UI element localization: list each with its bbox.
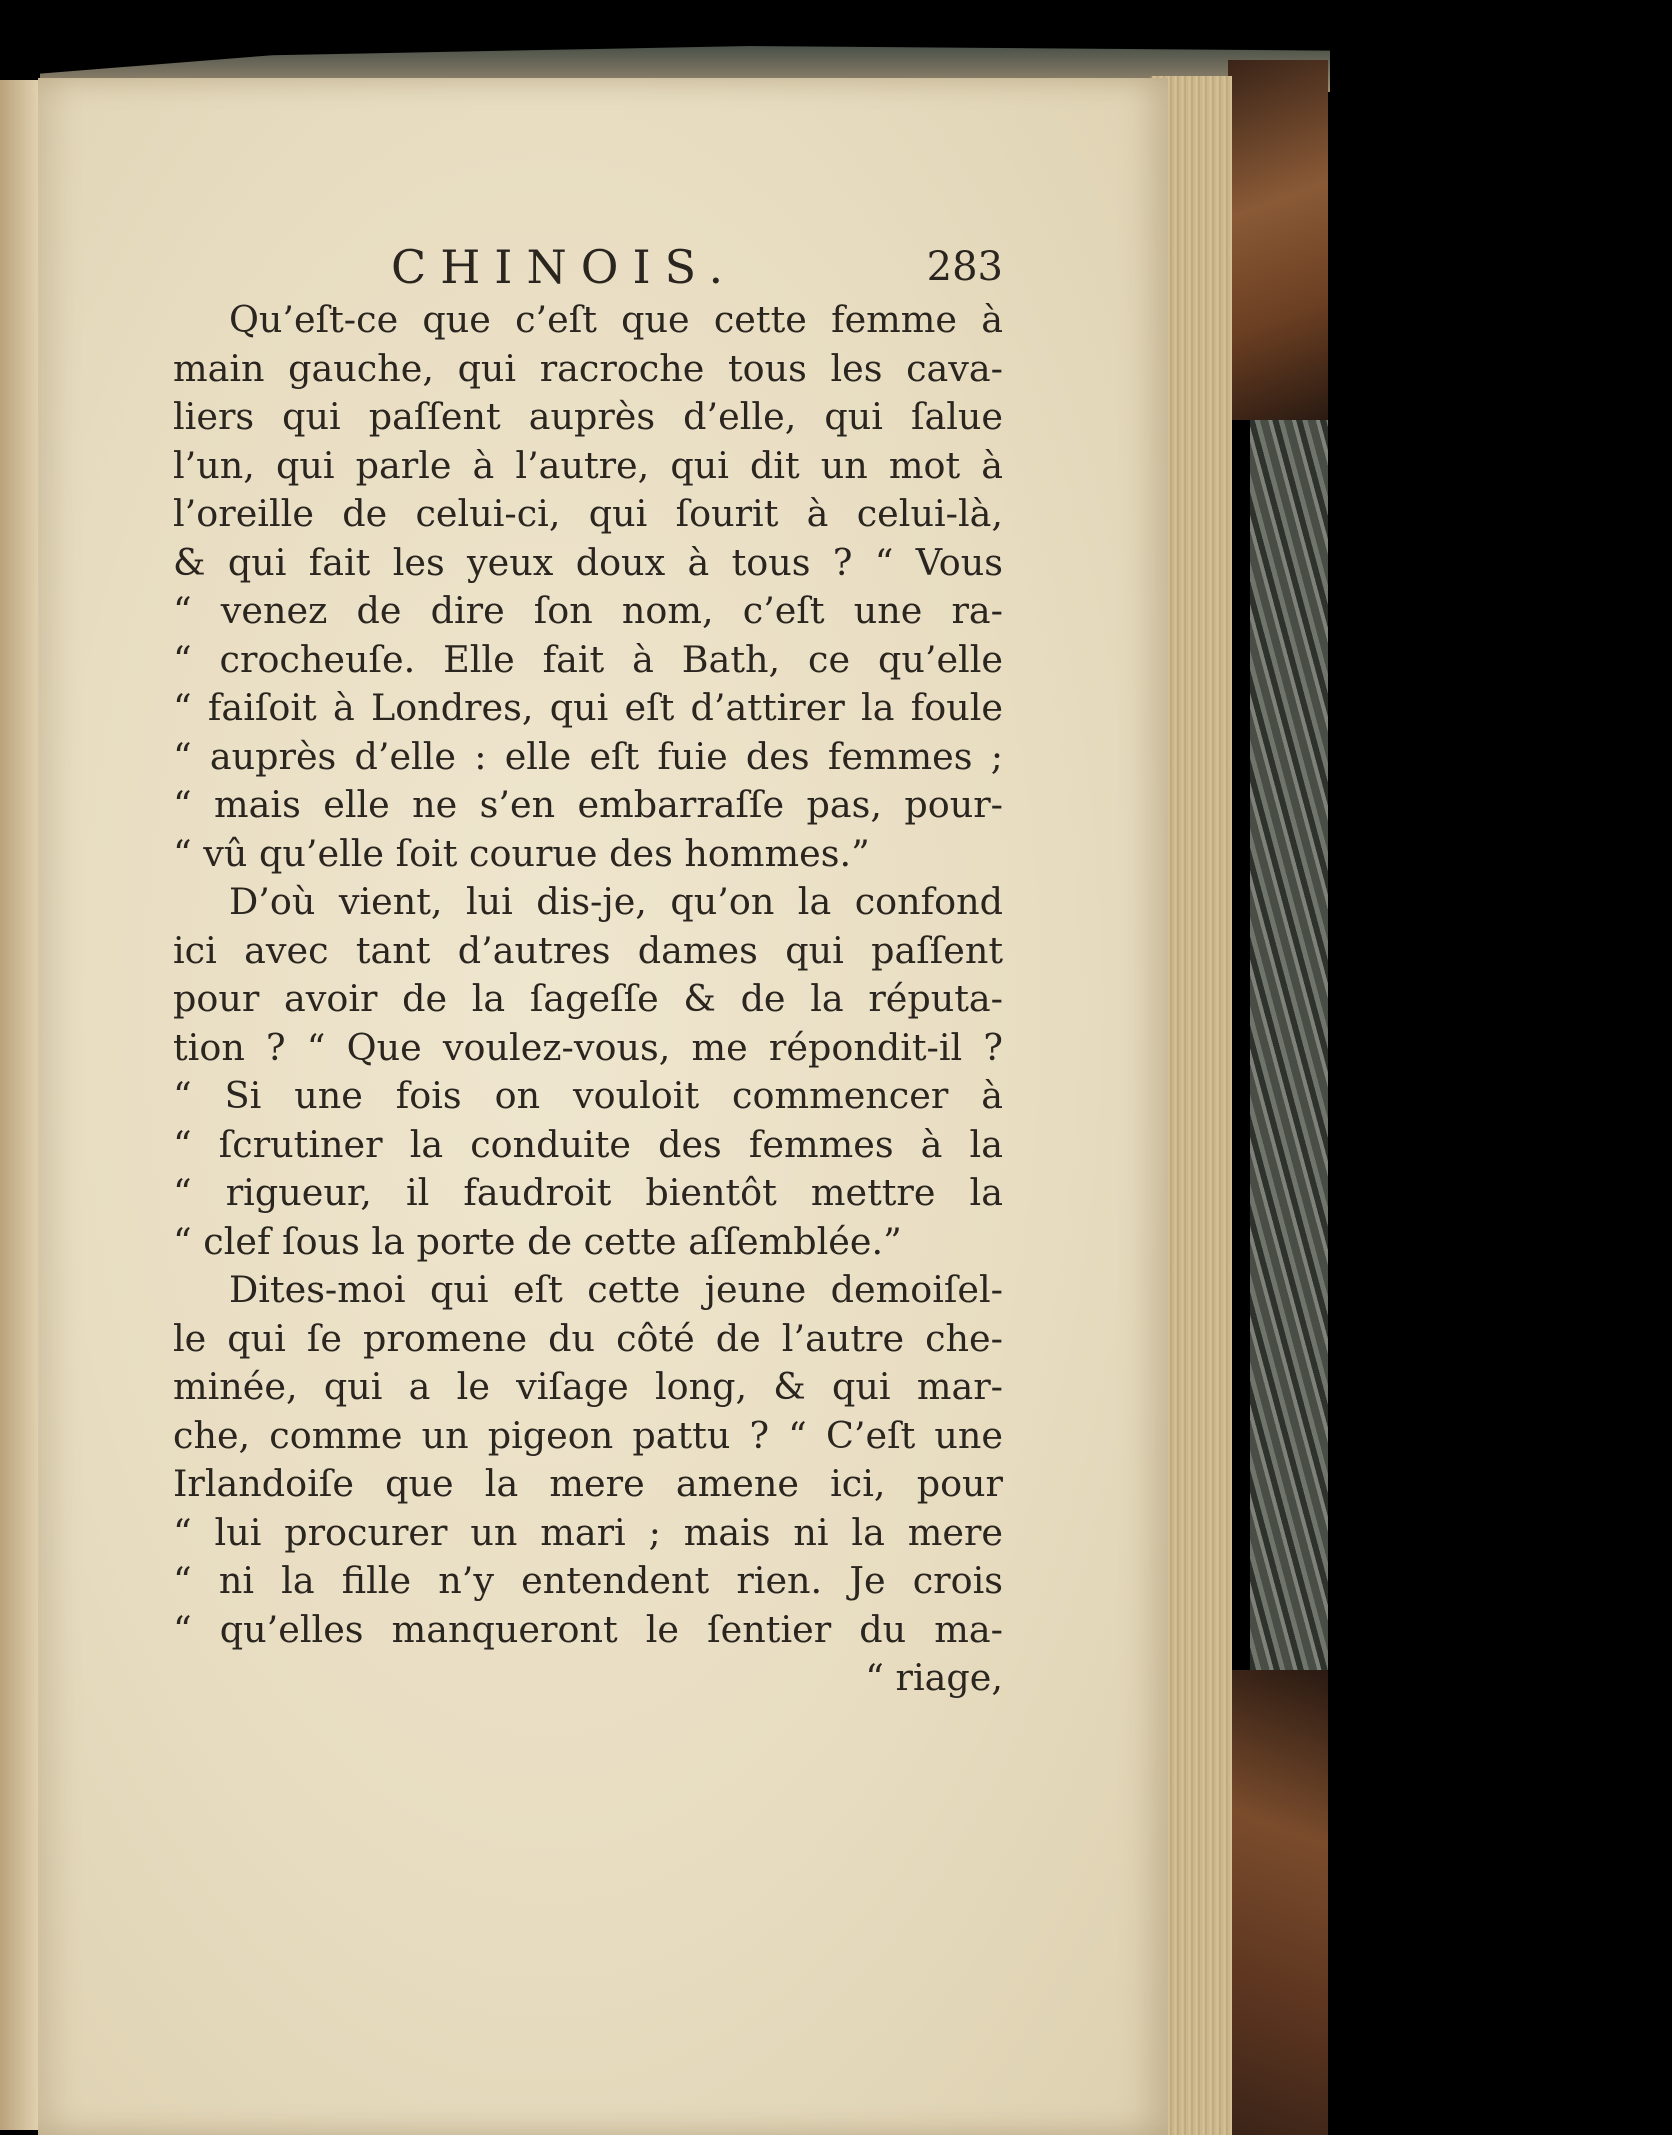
- text-line: Dites-moi qui eſt cette jeune demoiſel-: [229, 1268, 1003, 1311]
- leather-cover-top: [1228, 60, 1328, 420]
- text-line: l’un, qui parle à l’autre, qui dit un mot à: [173, 443, 1003, 487]
- running-title: CHINOIS.: [391, 240, 738, 294]
- text-line: “ lui procurer un mari ; mais ni la mere: [173, 1510, 1003, 1554]
- text-line: “ clef ſous la porte de cette aſſemblée.”: [173, 1219, 902, 1263]
- leather-cover-bottom: [1228, 1670, 1328, 2135]
- text-line: “ Si une fois on vouloit commencer à: [173, 1074, 1003, 1117]
- text-line: “ vû qu’elle ſoit courue des hommes.”: [173, 831, 870, 875]
- facing-page-edge: [0, 80, 42, 2130]
- text-line: “ ni la fille n’y entendent rien. Je crois: [173, 1559, 1003, 1602]
- text-line: le qui ſe promene du côté de l’autre che-: [173, 1316, 1003, 1360]
- text-line: che, comme un pigeon pattu ? “ C’eſt une: [173, 1413, 1003, 1457]
- text-line: minée, qui a le viſage long, & qui mar-: [173, 1365, 1003, 1408]
- page-number: 283: [926, 244, 1003, 290]
- text-line: D’où vient, lui dis-je, qu’on la confond: [229, 880, 1003, 923]
- text-line: & qui fait les yeux doux à tous ? “ Vous: [173, 540, 1003, 584]
- catchword: “ riage,: [865, 1656, 1003, 1699]
- text-line: “ venez de dire ſon nom, c’eſt une ra-: [173, 589, 1003, 632]
- text-line: “ faiſoit à Londres, qui eſt d’attirer la foule: [173, 686, 1003, 729]
- text-line: “ mais elle ne s’en embarraſſe pas, pour-: [173, 783, 1003, 826]
- body-text: [173, 296, 1003, 1703]
- text-line: liers qui paſſent auprès d’elle, qui ſalue: [173, 395, 1003, 438]
- text-line: “ ſcrutiner la conduite des femmes à la: [173, 1122, 1003, 1166]
- marbled-board: [1250, 420, 1328, 1670]
- text-line: “ rigueur, il faudroit bientôt mettre la: [173, 1171, 1003, 1214]
- text-line: tion ? “ Que voulez-vous, me répondit-il ?: [173, 1025, 1003, 1069]
- text-line: Irlandoiſe que la mere amene ici, pour: [173, 1462, 1003, 1505]
- text-line: “ auprès d’elle : elle eſt fuie des femmes ;: [173, 734, 1003, 778]
- text-line: l’oreille de celui-ci, qui ſourit à celui-là,: [173, 492, 1003, 535]
- text-line: ici avec tant d’autres dames qui paſſent: [173, 928, 1003, 972]
- text-line: Qu’eſt-ce que c’eſt que cette femme à: [229, 298, 1003, 341]
- text-line: “ qu’elles manqueront le ſentier du ma-: [173, 1607, 1003, 1651]
- text-line: main gauche, qui racroche tous les cava-: [173, 346, 1003, 390]
- text-line: “ crocheuſe. Elle fait à Bath, ce qu’elle: [173, 637, 1003, 681]
- text-line: pour avoir de la ſageſſe & de la réputa-: [173, 977, 1003, 1020]
